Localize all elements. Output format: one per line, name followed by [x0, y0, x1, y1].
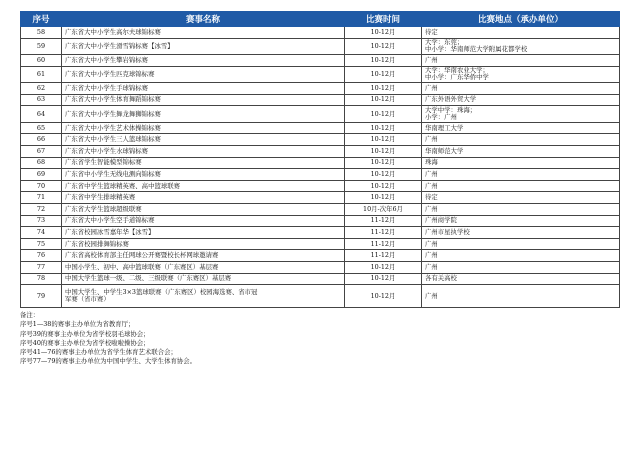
- cell-place: [422, 122, 620, 134]
- cell-name-line: 中国大学生篮球一级、二级、三级联赛（广东赛区）基层赛: [65, 274, 232, 283]
- cell-name: [62, 273, 345, 285]
- cell-place-line: 广州: [425, 55, 438, 64]
- cell-no: 65: [21, 122, 62, 134]
- cell-place: [422, 262, 620, 274]
- cell-name: [62, 250, 345, 262]
- table-row: [21, 262, 620, 274]
- table-row: [21, 273, 620, 285]
- notes-section: [20, 311, 620, 366]
- cell-place: [422, 285, 620, 308]
- cell-time: 10月-次年6月: [345, 204, 422, 216]
- cell-place-line: 中小学：广东华侨中学: [425, 73, 489, 82]
- table-row: [21, 55, 620, 67]
- cell-name-line: 广东省大学生篮球超级联赛: [65, 204, 142, 213]
- cell-place-line: 广州商学院: [425, 216, 457, 225]
- cell-place: [422, 146, 620, 158]
- cell-no: 76: [21, 250, 62, 262]
- cell-name: [62, 106, 345, 123]
- cell-no: 73: [21, 215, 62, 227]
- cell-name: [62, 262, 345, 274]
- cell-place: [422, 38, 620, 55]
- cell-time: 10-12月: [345, 134, 422, 146]
- cell-no: 63: [21, 94, 62, 106]
- cell-name-line: 广东省大中小学生体育舞蹈锦标赛: [65, 95, 161, 104]
- cell-name-line: 广东省学生智能模型锦标赛: [65, 158, 142, 167]
- cell-name: [62, 204, 345, 216]
- cell-name-line: 广东省大中小学生三人篮球锦标赛: [65, 135, 161, 144]
- cell-time: 10-12月: [345, 180, 422, 192]
- cell-name-line: 广东省大中小学生攀岩锦标赛: [65, 55, 149, 64]
- cell-place: [422, 66, 620, 83]
- cell-no: 77: [21, 262, 62, 274]
- table-row: [21, 83, 620, 95]
- cell-no: 58: [21, 27, 62, 39]
- cell-name: [62, 83, 345, 95]
- table-row: [21, 192, 620, 204]
- table-row: [21, 146, 620, 158]
- cell-time: 10-12月: [345, 273, 422, 285]
- table-row: [21, 106, 620, 123]
- cell-time: 10-12月: [345, 83, 422, 95]
- cell-place: [422, 169, 620, 181]
- cell-place-line: 华南理工大学: [425, 123, 464, 132]
- cell-no: 70: [21, 180, 62, 192]
- table-row: [21, 94, 620, 106]
- table-row: [21, 122, 620, 134]
- cell-time: 10-12月: [345, 146, 422, 158]
- cell-name: [62, 94, 345, 106]
- cell-name: [62, 157, 345, 169]
- cell-place-line: 大学：华南农业大学；: [425, 66, 489, 75]
- cell-name: [62, 227, 345, 239]
- cell-place-line: 大学：东莞；: [425, 38, 464, 47]
- cell-name: [62, 134, 345, 146]
- cell-place-line: 大学中学：珠海；: [425, 105, 477, 114]
- cell-name-line: 广东省校园冰雪嘉年华【冰雪】: [65, 227, 155, 236]
- cell-place-line: 广州市星执学校: [425, 227, 470, 236]
- cell-name: [62, 55, 345, 67]
- table-row: [21, 204, 620, 216]
- cell-no: 60: [21, 55, 62, 67]
- table-row: [21, 38, 620, 55]
- cell-name-line: 军赛（省市赛）: [65, 295, 110, 304]
- cell-name-line: 广东省大中小学生舞龙舞狮锦标赛: [65, 109, 161, 118]
- table-row: [21, 157, 620, 169]
- table-row: [21, 227, 620, 239]
- table-row: [21, 66, 620, 83]
- cell-no: 78: [21, 273, 62, 285]
- cell-time: 11-12月: [345, 238, 422, 250]
- cell-name: [62, 285, 345, 308]
- cell-place-line: 华南师范大学: [425, 146, 464, 155]
- cell-time: 11-12月: [345, 250, 422, 262]
- cell-place-line: 广州: [425, 262, 438, 271]
- cell-name-line: 广东省大中小学生空手道锦标赛: [65, 216, 155, 225]
- table-body: [21, 27, 620, 308]
- cell-place: [422, 134, 620, 146]
- table-row: [21, 215, 620, 227]
- cell-time: 10-12月: [345, 169, 422, 181]
- cell-time: 10-12月: [345, 66, 422, 83]
- cell-time: 10-12月: [345, 192, 422, 204]
- cell-no: 67: [21, 146, 62, 158]
- note-line: 序号39的赛事主办单位为省学校羽毛球协会；: [20, 329, 150, 338]
- cell-place: [422, 27, 620, 39]
- cell-time: 10-12月: [345, 38, 422, 55]
- cell-no: 75: [21, 238, 62, 250]
- cell-time: 10-12月: [345, 285, 422, 308]
- cell-time: 10-12月: [345, 55, 422, 67]
- note-line: 序号41—76的赛事主办单位为省学生体育艺术联合会；: [20, 348, 177, 356]
- cell-time: 10-12月: [345, 262, 422, 274]
- cell-place-line: 各有关高校: [425, 274, 457, 283]
- cell-name-line: 广东省大中小学生匹克球锦标赛: [65, 69, 155, 78]
- cell-time: 11-12月: [345, 215, 422, 227]
- table-row: [21, 169, 620, 181]
- cell-place: [422, 238, 620, 250]
- cell-name: [62, 180, 345, 192]
- cell-place: [422, 94, 620, 106]
- cell-place-line: 广东外语外贸大学: [425, 95, 477, 104]
- cell-name: [62, 146, 345, 158]
- cell-place-line: 中小学：华南师范大学附属花都学校: [425, 45, 528, 54]
- cell-place-line: 广州: [425, 169, 438, 178]
- cell-name-line: 广东省大中小学生滑雪锦标赛【冰雪】: [65, 41, 174, 50]
- cell-place: [422, 204, 620, 216]
- cell-no: 66: [21, 134, 62, 146]
- cell-place: [422, 157, 620, 169]
- document-page: [20, 11, 620, 366]
- header-place: 比赛地点（承办单位）: [422, 12, 620, 27]
- cell-place: [422, 83, 620, 95]
- cell-time: 10-12月: [345, 157, 422, 169]
- cell-name-line: 广东省校园排舞锦标赛: [65, 239, 129, 248]
- cell-name-line: 广东省中小学生无线电测向锦标赛: [65, 169, 161, 178]
- note-line: 序号77—79的赛事主办单位为中国中学生、大学生体育协会。: [20, 357, 197, 366]
- cell-place: [422, 215, 620, 227]
- table-row: [21, 285, 620, 308]
- table-row: [21, 134, 620, 146]
- cell-place-line: 广州: [425, 239, 438, 248]
- cell-name: [62, 215, 345, 227]
- notes-title: 备注：: [20, 311, 40, 320]
- cell-place-line: 小学：广州: [425, 113, 457, 122]
- cell-place: [422, 180, 620, 192]
- cell-name-line: 广东省中学生排球精英赛: [65, 193, 136, 202]
- cell-place-line: 待定: [425, 27, 438, 36]
- cell-no: 79: [21, 285, 62, 308]
- cell-place: [422, 55, 620, 67]
- header-no: 序号: [21, 12, 62, 27]
- cell-place-line: 广州: [425, 204, 438, 213]
- cell-no: 74: [21, 227, 62, 239]
- cell-no: 62: [21, 83, 62, 95]
- cell-name: [62, 122, 345, 134]
- cell-place: [422, 227, 620, 239]
- cell-name-line: 广东省大中小学生高尔夫球锦标赛: [65, 27, 161, 36]
- cell-name-line: 广东省大中小学生手球锦标赛: [65, 83, 149, 92]
- cell-place: [422, 192, 620, 204]
- table-row: [21, 250, 620, 262]
- cell-place: [422, 106, 620, 123]
- header-row: [21, 12, 620, 27]
- cell-place-line: 广州: [425, 135, 438, 144]
- cell-name: [62, 66, 345, 83]
- cell-name: [62, 27, 345, 39]
- cell-place-line: 广州: [425, 251, 438, 260]
- cell-name: [62, 38, 345, 55]
- cell-no: 71: [21, 192, 62, 204]
- cell-time: 10-12月: [345, 122, 422, 134]
- cell-no: 59: [21, 38, 62, 55]
- cell-place-line: 广州: [425, 181, 438, 190]
- cell-place-line: 广州: [425, 291, 438, 300]
- note-line: 序号40的赛事主办单位为省学校啦啦操协会；: [20, 338, 150, 347]
- table-header: [21, 12, 620, 27]
- cell-name-line: 中国大学生、中学生3×3篮球联赛（广东赛区）校园海选赛、省市冠: [65, 287, 258, 296]
- cell-name-line: 中国小学生、初中、高中篮球联赛（广东赛区）基层赛: [65, 262, 219, 271]
- cell-place: [422, 273, 620, 285]
- table-row: [21, 27, 620, 39]
- table-row: [21, 180, 620, 192]
- cell-time: 10-12月: [345, 94, 422, 106]
- cell-time: 10-12月: [345, 27, 422, 39]
- cell-name-line: 广东省大中小学生水球锦标赛: [65, 146, 149, 155]
- table-row: [21, 238, 620, 250]
- cell-place-line: 待定: [425, 193, 438, 202]
- cell-name: [62, 192, 345, 204]
- cell-place-line: 珠海: [425, 158, 438, 167]
- cell-no: 69: [21, 169, 62, 181]
- cell-place-line: 广州: [425, 83, 438, 92]
- note-line: 序号1—38的赛事主办单位为省教育厅；: [20, 320, 135, 329]
- cell-name-line: 广东省大中小学生艺术体操锦标赛: [65, 123, 161, 132]
- cell-name-line: 广东省高校体育部主任网球公开赛暨校长杯网球邀请赛: [65, 251, 219, 260]
- cell-name: [62, 238, 345, 250]
- cell-time: 11-12月: [345, 227, 422, 239]
- header-time: 比赛时间: [345, 12, 422, 27]
- cell-no: 68: [21, 157, 62, 169]
- cell-name: [62, 169, 345, 181]
- competition-table: [20, 11, 620, 308]
- header-name: 赛事名称: [62, 12, 345, 27]
- cell-no: 61: [21, 66, 62, 83]
- cell-place: [422, 250, 620, 262]
- cell-no: 72: [21, 204, 62, 216]
- cell-time: 10-12月: [345, 106, 422, 123]
- cell-no: 64: [21, 106, 62, 123]
- cell-name-line: 广东省中学生篮球精英赛、高中篮球联赛: [65, 181, 181, 190]
